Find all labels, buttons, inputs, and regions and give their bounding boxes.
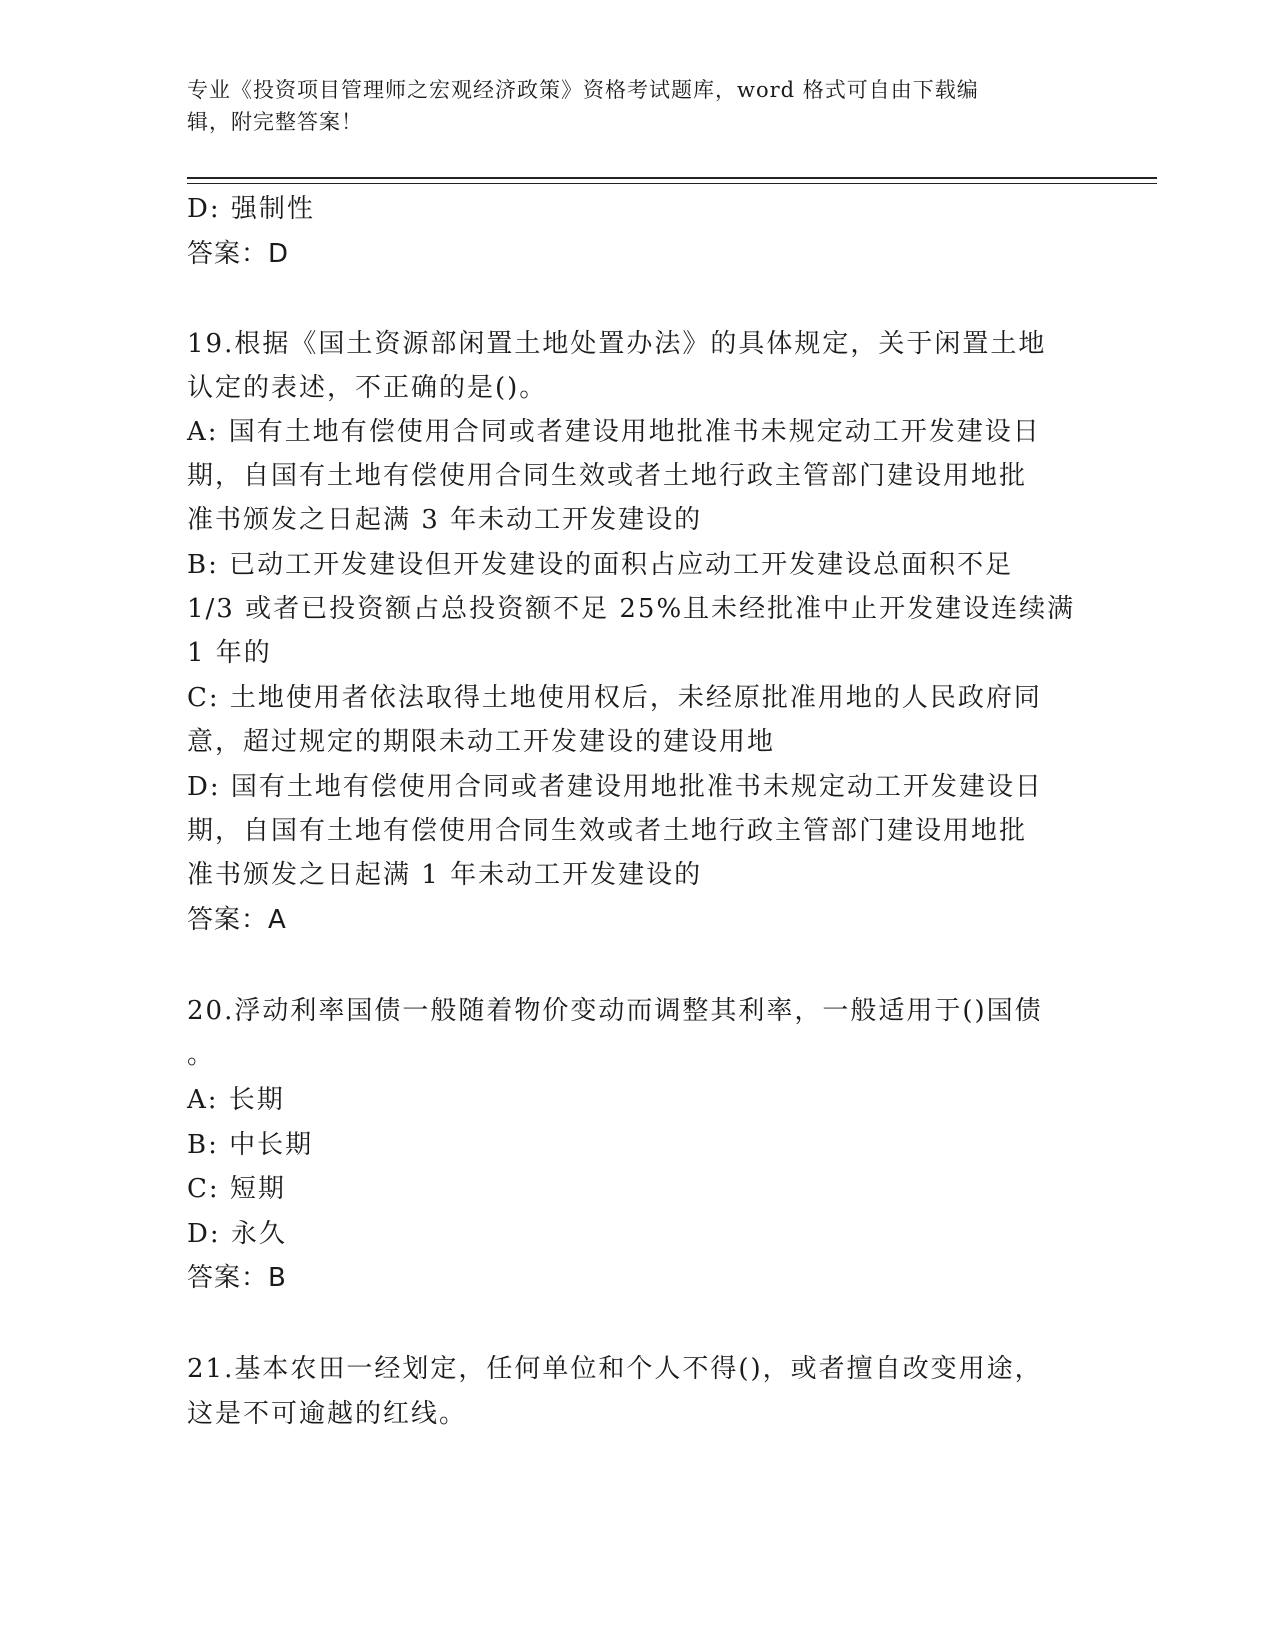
q21-stem-line-2: 这是不可逾越的红线。	[187, 1399, 468, 1429]
document-header	[187, 74, 1087, 138]
header-line-1: 专业《投资项目管理师之宏观经济政策》资格考试题库，word 格式可自由下载编	[187, 78, 979, 102]
header-line-2: 辑，附完整答案！	[187, 110, 363, 134]
q19-stem-line-1: 19.根据《国土资源部闲置土地处置办法》的具体规定，关于闲置土地	[187, 329, 1047, 359]
q19-option-a-line-3: 准书颁发之日起满 3 年未动工开发建设的	[187, 505, 703, 535]
prev-answer: 答案：D	[187, 239, 290, 269]
q20-option-c: C: 短期	[187, 1174, 286, 1204]
q19-answer: 答案：A	[187, 905, 287, 935]
q19-option-c-line-1: C: 土地使用者依法取得土地使用权后，未经原批准用地的人民政府同	[187, 683, 1042, 713]
q19-option-b-line-1: B: 已动工开发建设但开发建设的面积占应动工开发建设总面积不足	[187, 550, 1014, 580]
q19-option-a-line-2: 期，自国有土地有偿使用合同生效或者土地行政主管部门建设用地批	[187, 461, 1028, 491]
q19-option-c-line-2: 意，超过规定的期限未动工开发建设的建设用地	[187, 727, 776, 757]
q20-option-b: B: 中长期	[187, 1130, 314, 1160]
q21-stem-line-1: 21.基本农田一经划定，任何单位和个人不得()，或者擅自改变用途，	[187, 1354, 1043, 1384]
q19-option-b-line-2: 1/3 或者已投资额占总投资额不足 25%且未经批准中止开发建设连续满	[187, 594, 1076, 624]
q19-option-a-line-1: A: 国有土地有偿使用合同或者建设用地批准书未规定动工开发建设日	[187, 417, 1041, 447]
q19-stem-line-2: 认定的表述，不正确的是()。	[187, 373, 548, 403]
q19-option-b-line-3: 1 年的	[187, 638, 272, 668]
q20-stem-line-1: 20.浮动利率国债一般随着物价变动而调整其利率，一般适用于()国债	[187, 996, 1043, 1026]
q20-option-d: D: 永久	[187, 1219, 287, 1249]
header-rule-bottom	[187, 183, 1157, 184]
q20-option-a: A: 长期	[187, 1085, 285, 1115]
q20-answer: 答案：B	[187, 1263, 287, 1293]
prev-option-d: D: 强制性	[187, 194, 315, 224]
header-rule-top	[187, 177, 1157, 179]
q20-stem-line-2: 。	[187, 1040, 216, 1070]
q19-option-d-line-3: 准书颁发之日起满 1 年未动工开发建设的	[187, 860, 703, 890]
q19-option-d-line-1: D: 国有土地有偿使用合同或者建设用地批准书未规定动工开发建设日	[187, 772, 1043, 802]
q19-option-d-line-2: 期，自国有土地有偿使用合同生效或者土地行政主管部门建设用地批	[187, 816, 1028, 846]
